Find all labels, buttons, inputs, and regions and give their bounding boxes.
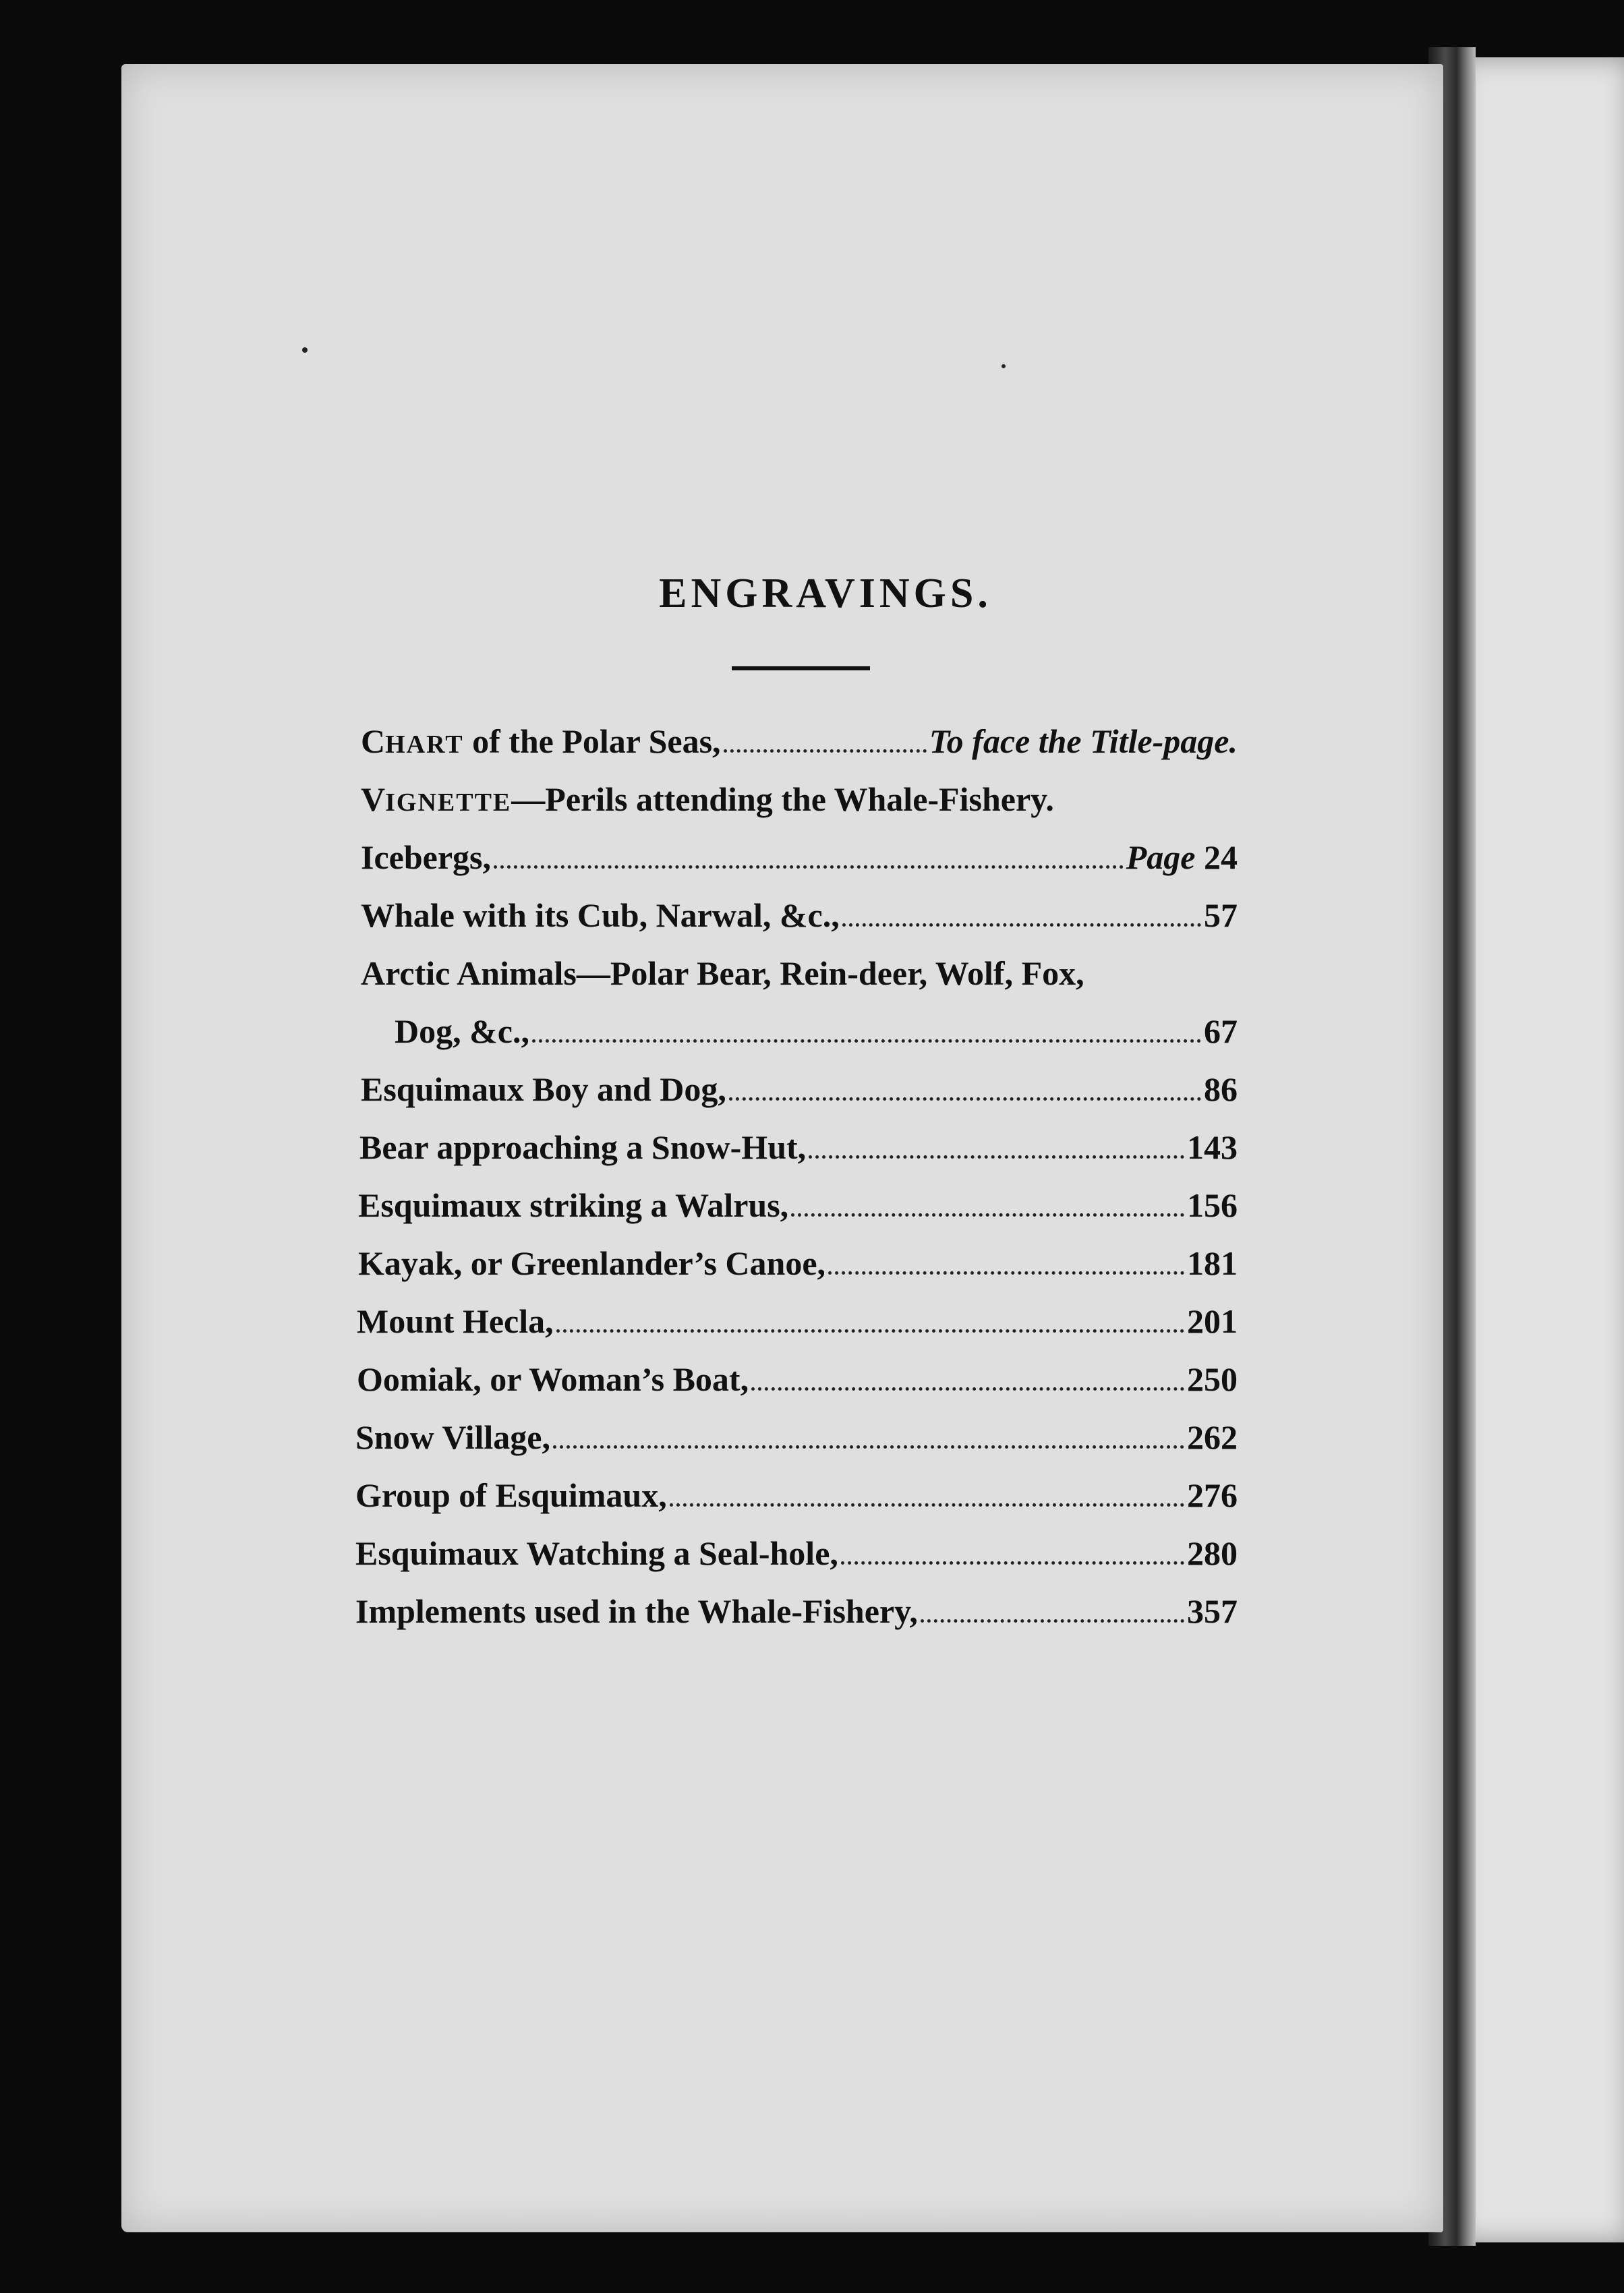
dot-leader [670, 1503, 1184, 1507]
entry-page: 67 [1204, 1012, 1238, 1050]
entry-label: Dog, &c., [395, 1012, 529, 1050]
ink-speck [1002, 364, 1006, 368]
dot-leader [532, 1039, 1201, 1043]
dot-leader [791, 1213, 1184, 1217]
list-item [355, 1532, 1238, 1574]
entry-label: Group of Esquimaux, [355, 1476, 667, 1514]
entry-page: Page 24 [1126, 838, 1238, 876]
list-item [395, 1010, 1238, 1052]
list-item [361, 894, 1238, 936]
entry-label: Implements used in the Whale-Fishery, [355, 1592, 918, 1630]
entry-page: 201 [1187, 1302, 1238, 1340]
ink-speck [302, 347, 308, 353]
title-rule [732, 666, 870, 670]
dot-leader [842, 923, 1201, 927]
entry-page: 276 [1187, 1476, 1238, 1514]
entry-page: 262 [1187, 1418, 1238, 1456]
list-item [359, 1126, 1238, 1168]
dot-leader [724, 749, 927, 753]
list-item [361, 778, 1238, 820]
entry-label: Snow Village, [355, 1418, 550, 1456]
entry-page: 86 [1204, 1070, 1238, 1108]
entry-page: 280 [1187, 1534, 1238, 1572]
entry-label: Bear approaching a Snow-Hut, [359, 1128, 807, 1166]
list-item [361, 1068, 1238, 1110]
entry-page: 156 [1187, 1186, 1238, 1224]
dot-leader [751, 1387, 1184, 1391]
list-item [361, 836, 1238, 878]
entry-label: Arctic Animals—Polar Bear, Rein-deer, Wolf, Fox, [361, 954, 1084, 992]
entry-label: Mount Hecla, [357, 1302, 554, 1340]
dot-leader [921, 1619, 1184, 1623]
entry-page: 357 [1187, 1592, 1238, 1630]
dot-leader [828, 1271, 1184, 1275]
dot-leader [556, 1329, 1184, 1333]
list-item [358, 1242, 1238, 1284]
dot-leader [729, 1097, 1201, 1101]
facing-page-edge [1450, 57, 1624, 2242]
entry-label: Whale with its Cub, Narwal, &c., [361, 896, 840, 934]
entry-label: Oomiak, or Woman’s Boat, [357, 1360, 749, 1398]
entry-label: Kayak, or Greenlander’s Canoe, [358, 1244, 826, 1282]
list-item [357, 1300, 1238, 1342]
dot-leader [553, 1445, 1184, 1449]
entry-label: Esquimaux striking a Walrus, [358, 1186, 789, 1224]
dot-leader [809, 1155, 1184, 1159]
entry-page: 57 [1204, 896, 1238, 934]
dot-leader [494, 865, 1124, 869]
entry-label: Esquimaux Watching a Seal-hole, [355, 1534, 838, 1572]
list-item [355, 1590, 1238, 1632]
list-item [355, 1474, 1238, 1516]
list-item [358, 1184, 1238, 1226]
list-item [355, 1416, 1238, 1458]
entry-label: Icebergs, [361, 838, 491, 876]
list-item [357, 1358, 1238, 1400]
entry-page: 143 [1187, 1128, 1238, 1166]
entry-page: 250 [1187, 1360, 1238, 1398]
list-item [361, 720, 1238, 762]
entry-label: VIGNETTE—Perils attending the Whale-Fishery. [361, 780, 1054, 818]
entry-label: Esquimaux Boy and Dog, [361, 1070, 726, 1108]
dot-leader [841, 1561, 1184, 1565]
list-item [361, 952, 1238, 994]
entry-page: 181 [1187, 1244, 1238, 1282]
entry-page: To face the Title-page. [929, 722, 1238, 760]
page-title: ENGRAVINGS. [659, 571, 992, 616]
entry-label: CHART of the Polar Seas, [361, 722, 721, 760]
